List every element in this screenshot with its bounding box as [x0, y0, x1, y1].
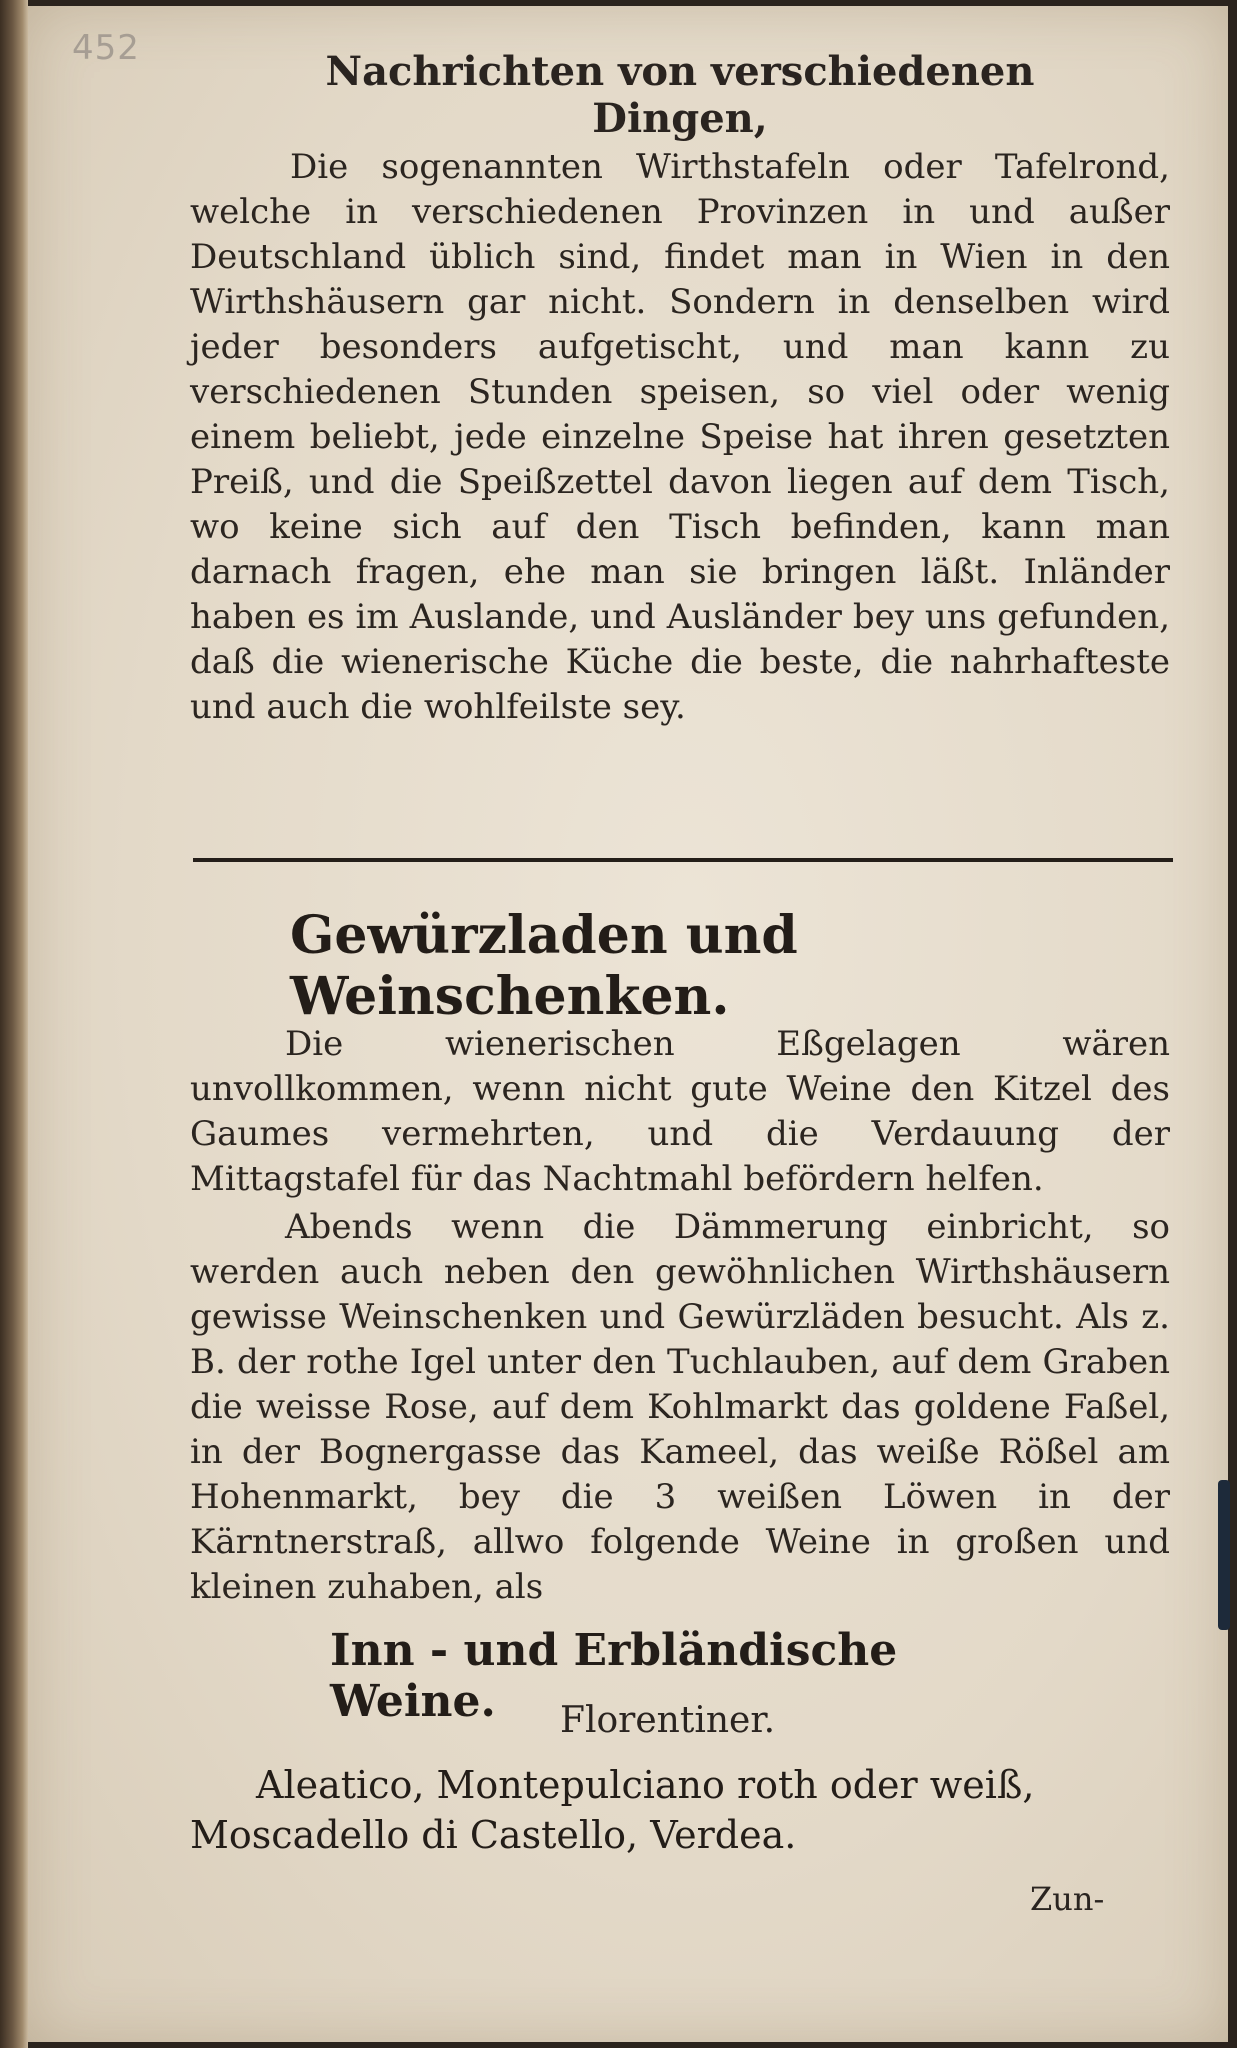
- florentiner-heading: Florentiner.: [560, 1700, 776, 1741]
- paragraph-wirthstafeln: Die sogenannten Wirthstafeln oder Tafelrond, welche in verschiedenen Provinzen in und außer Deutschland üblich sind, findet man in Wien in den Wirthshäusern gar nicht. Sondern in denselben wird jeder besonders aufgetischt, und man kann zu verschiedenen Stunden speisen, so viel oder wenig einem beliebt, jede einzelne Speise hat ihren gesetzten Preiß, und die Speißzettel davon liegen auf dem Tisch, wo keine sich auf den Tisch befinden, kann man darnach fragen, ehe man sie bringen läßt. Inländer haben es im Auslande, und Ausländer bey uns gefunden, daß die wienerische Küche die beste, die nahrhafteste und auch die wohlfeilste sey.: [190, 147, 1170, 727]
- edge-mark: [1218, 1480, 1230, 1630]
- paragraph-weinschenken: Abends wenn die Dämmerung einbricht, so werden auch neben den gewöhnlichen Wirthshäusern gewisse Weinschenken und Gewürzläden besucht. Als z. B. der rothe Igel unter den Tuchlauben, auf dem Graben die weisse Rose, auf dem Kohlmarkt das goldene Faßel, in der Bognergasse das Kameel, das weiße Rößel am Hohenmarkt, bey die 3 weißen Löwen in der Kärntnerstraß, allwo folgende Weine in großen und kleinen zuhaben, als: [190, 1207, 1170, 1607]
- wine-list: Aleatico, Montepulciano roth oder weiß, Moscadello di Castello, Verdea.: [190, 1763, 1035, 1857]
- catchword: Zun-: [1030, 1880, 1105, 1918]
- book-spine: [0, 0, 28, 2048]
- section-divider: [193, 858, 1173, 862]
- section-title: Gewürzladen und Weinschenken.: [290, 905, 798, 1027]
- page-number: 452: [72, 28, 140, 68]
- paragraph-esgelagen: Die wienerischen Eßgelagen wären unvollkommen, wenn nicht gute Weine den Kitzel des Gaumes vermehrten, und die Verdauung der Mittagstafel für das Nachtmahl befördern helfen.: [190, 1024, 1170, 1199]
- wine-subheading: Inn - und Erbländische Weine.: [330, 1625, 898, 1727]
- running-head: Nachrichten von verschiedenen Dingen,: [325, 48, 1035, 142]
